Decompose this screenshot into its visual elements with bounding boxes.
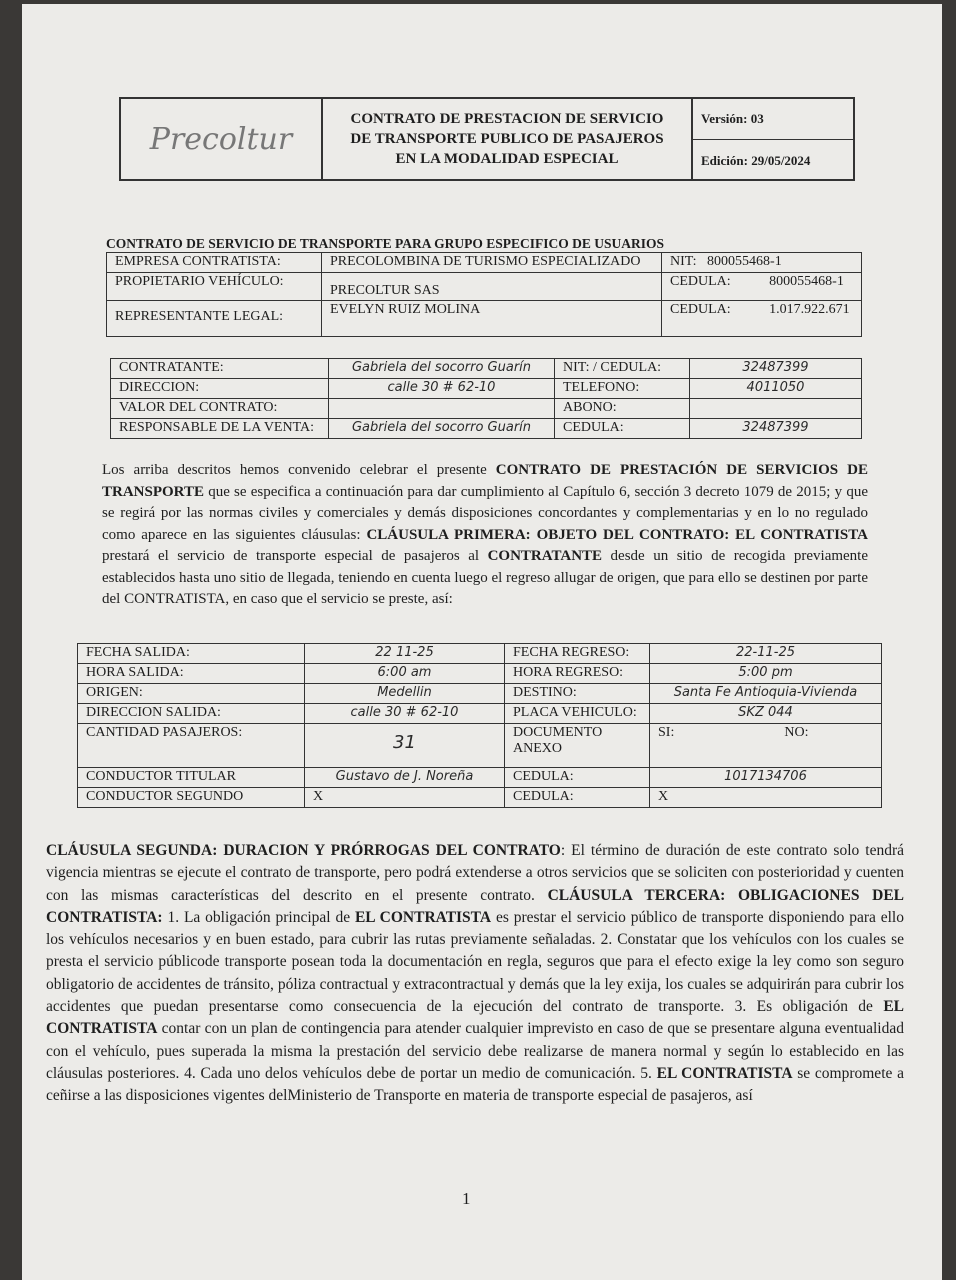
legal-rep: EVELYN RUIZ MOLINA bbox=[322, 301, 662, 337]
main-driver-id[interactable]: 1017134706 bbox=[650, 768, 882, 788]
label: VALOR DEL CONTRATO: bbox=[111, 399, 329, 419]
contract-value[interactable] bbox=[329, 399, 555, 419]
nit: 800055468-1 bbox=[707, 254, 782, 269]
label: NIT: / CEDULA: bbox=[555, 359, 690, 379]
title-line: DE TRANSPORTE PUBLICO DE PASAJEROS bbox=[350, 131, 664, 147]
text: se compromete a ceñirse a las disposiciones vigentes delMinisterio de Transporte en materia de transporte especial de pasajeros, así bbox=[46, 1064, 904, 1105]
intro-paragraph bbox=[102, 460, 868, 611]
label: CEDULA: bbox=[670, 274, 731, 289]
client-name[interactable]: Gabriela del socorro Guarín bbox=[329, 359, 555, 379]
version: Versión: 03 bbox=[693, 99, 853, 140]
vehicle-plate[interactable]: SKZ 044 bbox=[650, 704, 882, 724]
text: EL CONTRATISTA bbox=[354, 908, 492, 926]
label: CONDUCTOR TITULAR bbox=[78, 768, 305, 788]
label: CONDUCTOR SEGUNDO bbox=[78, 788, 305, 808]
label: CEDULA: bbox=[505, 768, 650, 788]
text: 1. La obligación principal de bbox=[162, 908, 355, 926]
departure-address[interactable]: calle 30 # 62-10 bbox=[305, 704, 505, 724]
label: HORA REGRESO: bbox=[505, 664, 650, 684]
company-table bbox=[106, 252, 862, 337]
contract-page bbox=[22, 4, 942, 1280]
text: EL CONTRATISTA bbox=[46, 998, 904, 1038]
label: CANTIDAD PASAJEROS: bbox=[78, 724, 305, 768]
nit-cell bbox=[662, 253, 862, 273]
label: RESPONSABLE DE LA VENTA: bbox=[111, 419, 329, 439]
clauses-paragraph bbox=[46, 840, 904, 1108]
text: es prestar el servicio público de transporte disponiendo para ello los vehículos necesarios y en buen estado, para cubrir las rutas previamente señaladas. 2. Constatar que los vehículos con los cuales se presta el servicio públicode transporte posean toda la documentación en regla, seguros que para el efecto exige la ley como son seguro obligatorio de accidentes de tránsito, póliza contractual y extracontractual y demás que la ley exija, los cuales se adquirirán para cubrir los accidentes que puedan presentarse como consecuencia de la ejecución del contrato de transporte. 3. Es obligación de bbox=[46, 908, 904, 1016]
sales-rep-id[interactable]: 32487399 bbox=[690, 419, 862, 439]
label: EMPRESA CONTRATISTA: bbox=[107, 253, 322, 273]
text: CONTRATO DE PRESTACIÓN DE SERVICIOS DE TRANSPORTE bbox=[102, 462, 869, 500]
text: CLÁUSULA PRIMERA: OBJETO DEL CONTRATO: EL CONTRATISTA bbox=[366, 526, 868, 543]
label: CEDULA: bbox=[670, 302, 731, 317]
label: PLACA VEHICULO: bbox=[505, 704, 650, 724]
label: TELEFONO: bbox=[555, 379, 690, 399]
owner-value: PRECOLTUR SAS bbox=[330, 283, 440, 298]
label: REPRESENTANTE LEGAL: bbox=[107, 301, 322, 337]
label: DIRECCION SALIDA: bbox=[78, 704, 305, 724]
sales-rep[interactable]: Gabriela del socorro Guarín bbox=[329, 419, 555, 439]
title-line: CONTRATO DE PRESTACION DE SERVICIO bbox=[350, 111, 664, 127]
document-header bbox=[119, 97, 855, 181]
text: EL CONTRATISTA bbox=[656, 1064, 793, 1082]
rep-cedula-cell bbox=[662, 301, 862, 337]
client-id[interactable]: 32487399 bbox=[690, 359, 862, 379]
main-driver[interactable]: Gustavo de J. Noreña bbox=[305, 768, 505, 788]
label: FECHA REGRESO: bbox=[505, 644, 650, 664]
label: CEDULA: bbox=[505, 788, 650, 808]
text: CLÁUSULA TERCERA: OBLIGACIONES DEL CONTRATISTA: bbox=[46, 886, 904, 926]
destination[interactable]: Santa Fe Antioquia-Vivienda bbox=[650, 684, 882, 704]
text: desde un sitio de recogida previamente establecidos hasta uno sitio de llegada, teniendo en cuenta luego el regreso allugar de origen, que para ello se destinen por parte del CONTRATISTA, en caso que el servicio se preste, así: bbox=[102, 548, 868, 607]
text: : El término de duración de este contrato solo tendrá vigencia mientras se ejecute el contrato de transporte, pero podrá extenderse a otros servicios que se soliciten con posterioridad y cuenten con las mismas características del descrito en el presente contrato. bbox=[46, 842, 904, 904]
label: FECHA SALIDA: bbox=[78, 644, 305, 664]
origin[interactable]: Medellin bbox=[305, 684, 505, 704]
text: que se especifica a continuación para dar cumplimiento al Capítulo 6, sección 3 decreto 1079 de 2015; y que se regirá por las normas civiles y comerciales y demás disposiciones concordantes y complementarias y en lo no regulado como aparece en las siguientes cláusulas: bbox=[102, 483, 868, 543]
annex-no[interactable]: NO: bbox=[784, 725, 809, 740]
edition-date: Edición: 29/05/2024 bbox=[701, 152, 811, 168]
text: contar con un plan de contingencia para atender cualquier imprevisto en caso de que se presentare alguna eventualidad con el vehículo, pues superada la misma la prestación del servicio debe realizarse de manera normal y según lo establecido en las cláusulas posteriores. 4. Cada uno delos vehículos debe de portar un medio de comunicación. 5. bbox=[46, 1020, 904, 1082]
section-title: CONTRATO DE SERVICIO DE TRANSPORTE PARA GRUPO ESPECIFICO DE USUARIOS bbox=[106, 236, 665, 251]
second-driver[interactable]: X bbox=[305, 788, 505, 808]
text: Los arriba descritos hemos convenido celebrar el presente bbox=[102, 462, 496, 478]
return-time[interactable]: 5:00 pm bbox=[650, 664, 882, 684]
trip-table bbox=[77, 643, 882, 808]
text: CLÁUSULA SEGUNDA: DURACION Y PRÓRROGAS DEL CONTRATO bbox=[46, 842, 561, 859]
text: CONTRATANTE bbox=[487, 548, 603, 564]
label: DIRECCION: bbox=[111, 379, 329, 399]
text: prestará el servicio de transporte especial de pasajeros al bbox=[102, 548, 488, 564]
company-name: PRECOLOMBINA DE TURISMO ESPECIALIZADO bbox=[322, 253, 662, 273]
cedula-cell bbox=[662, 273, 862, 301]
title-line: EN LA MODALIDAD ESPECIAL bbox=[395, 151, 619, 167]
label: ABONO: bbox=[555, 399, 690, 419]
label: DOCUMENTO ANEXO bbox=[505, 724, 650, 768]
departure-time[interactable]: 6:00 am bbox=[305, 664, 505, 684]
client-table bbox=[110, 358, 862, 439]
rep-cedula: 1.017.922.671 bbox=[769, 302, 850, 317]
client-address[interactable]: calle 30 # 62-10 bbox=[329, 379, 555, 399]
client-phone[interactable]: 4011050 bbox=[690, 379, 862, 399]
departure-date[interactable]: 22 11-25 bbox=[305, 644, 505, 664]
deposit[interactable] bbox=[690, 399, 862, 419]
label: CONTRATANTE: bbox=[111, 359, 329, 379]
label: NIT: bbox=[670, 254, 697, 269]
second-driver-id[interactable]: X bbox=[650, 788, 882, 808]
document-title bbox=[323, 99, 693, 179]
passenger-count[interactable]: 31 bbox=[305, 724, 505, 768]
label: CEDULA: bbox=[555, 419, 690, 439]
label: DESTINO: bbox=[505, 684, 650, 704]
annex-yes[interactable]: SI: bbox=[658, 725, 675, 740]
page-number: 1 bbox=[462, 1189, 471, 1208]
label: PROPIETARIO VEHÍCULO: bbox=[107, 273, 322, 301]
cedula: 800055468-1 bbox=[769, 274, 844, 289]
annex-cell bbox=[650, 724, 882, 768]
return-date[interactable]: 22-11-25 bbox=[650, 644, 882, 664]
label: HORA SALIDA: bbox=[78, 664, 305, 684]
company-logo: Precoltur bbox=[121, 99, 323, 179]
owner bbox=[322, 273, 662, 301]
label: ORIGEN: bbox=[78, 684, 305, 704]
